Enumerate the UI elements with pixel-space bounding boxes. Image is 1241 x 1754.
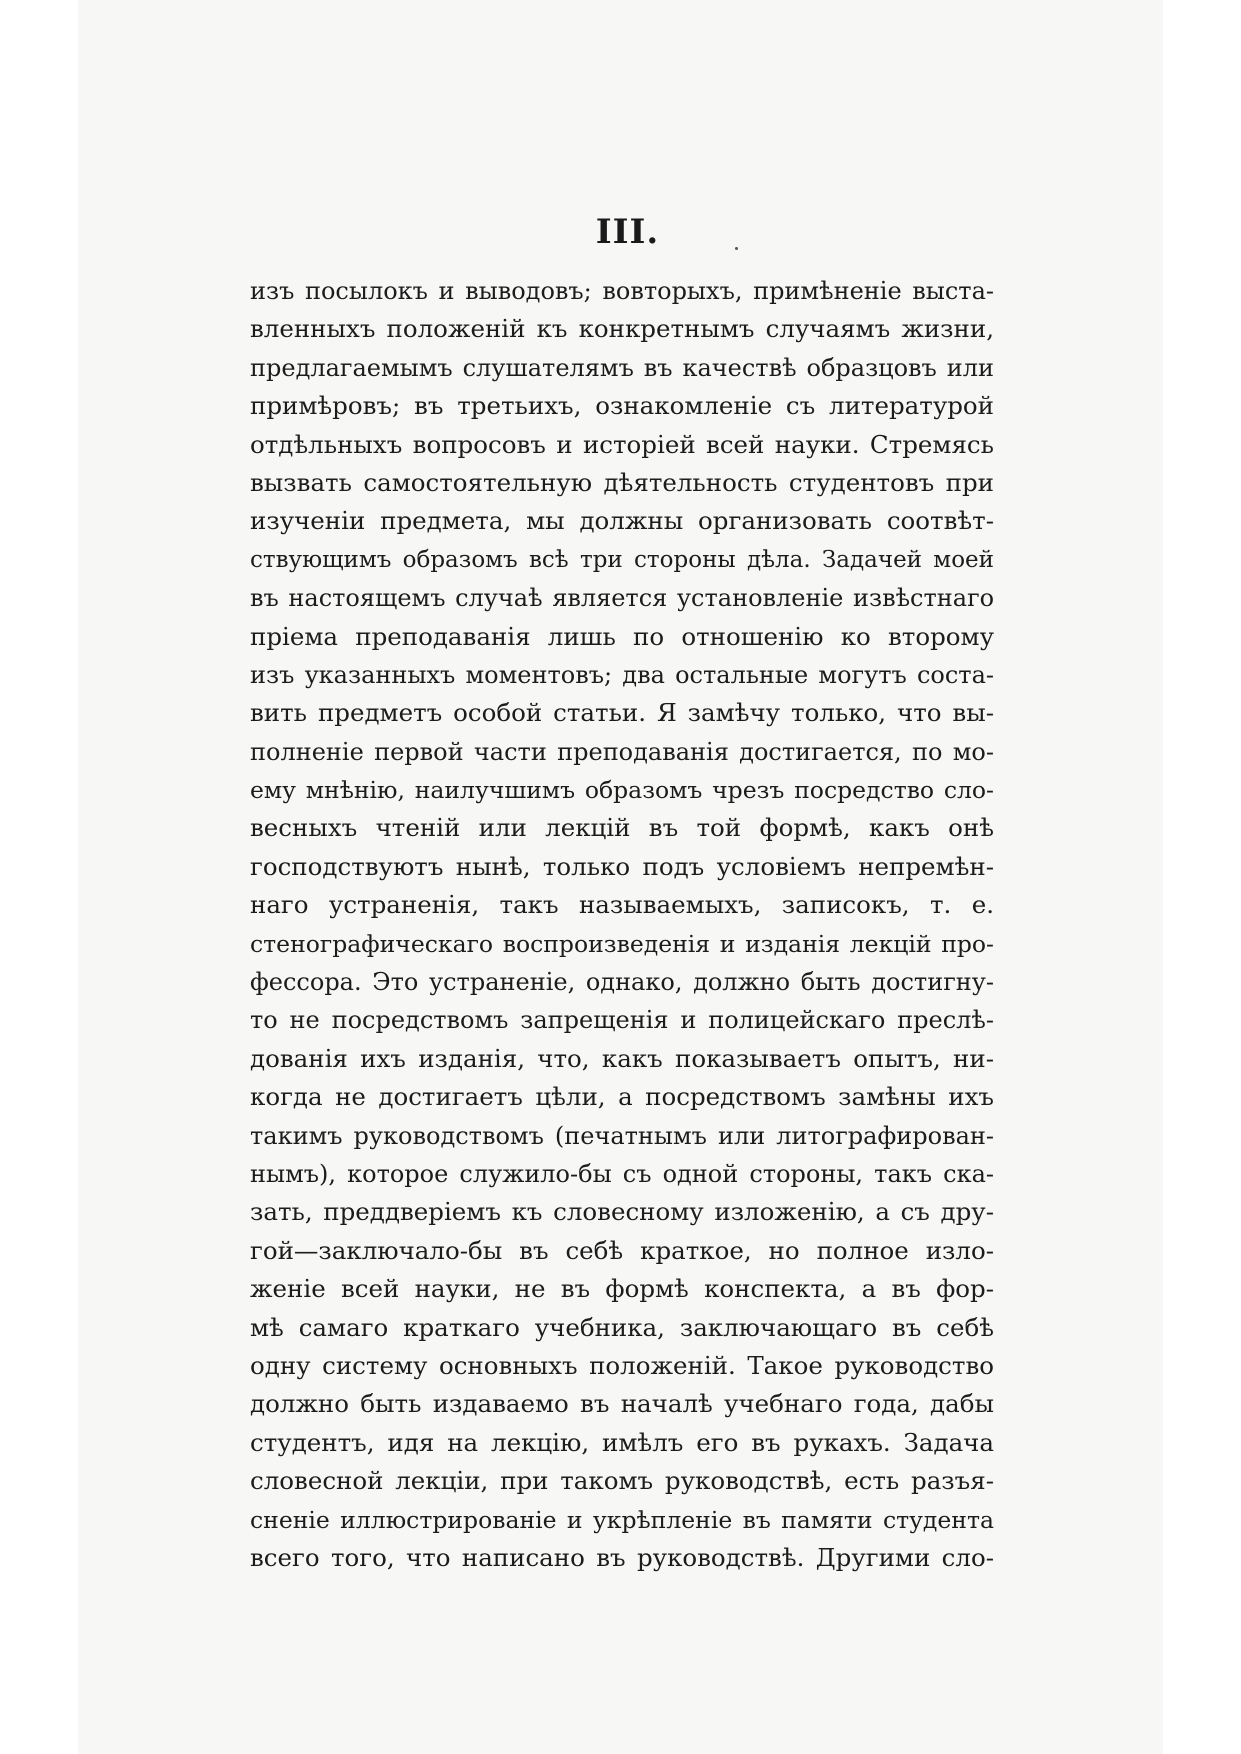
text-line: словесной лекціи, при такомъ руководствѣ, есть разъя- [250,1466,994,1496]
text-line: мѣ самаго краткаго учебника, заключающаго въ себѣ [250,1312,994,1342]
text-line: примѣровъ; въ третьихъ, ознакомленіе съ литературой [250,391,994,421]
text-line: весныхъ чтеній или лекцій въ той формѣ, какъ онѣ [250,813,994,843]
text-line: фессора. Это устраненіе, однако, должно быть достигну- [250,968,994,997]
text-line: то не посредствомъ запрещенія и полицейскаго преслѣ- [250,1006,994,1035]
text-line: наго устраненія, такъ называемыхъ, записокъ, т. е. [250,890,994,920]
text-line: гой—заключало-бы въ себѣ краткое, но полное изло- [250,1235,994,1265]
text-line: ствующимъ образомъ всѣ три стороны дѣла. Задачей моей [250,546,994,573]
page-number: III. [595,212,660,252]
text-line: вызвать самостоятельную дѣятельность студентовъ при [250,467,994,497]
text-line: нымъ), которое служило-бы съ одной стороны, такъ ска- [250,1159,994,1188]
text-line: такимъ руководствомъ (печатнымъ или литографирован- [250,1121,994,1150]
text-line: вленныхъ положеній къ конкретнымъ случаямъ жизни, [250,314,994,344]
text-line: ему мнѣнію, наилучшимъ образомъ чрезъ посредство сло- [250,776,994,805]
text-line: дованія ихъ изданія, что, какъ показываетъ опытъ, ни- [250,1043,994,1073]
text-line: полненіе первой части преподаванія достигается, по мо- [250,737,994,766]
body-text [250,272,994,1577]
text-line: всего того, что написано въ руководствѣ. Другими сло- [250,1542,994,1572]
text-line: когда не достигаетъ цѣли, а посредствомъ замѣны ихъ [250,1082,994,1112]
text-line: стенографическаго воспроизведенія и изданія лекцій про- [250,929,994,958]
text-line: студентъ, идя на лекцію, имѣлъ его въ рукахъ. Задача [250,1427,994,1457]
text-line: сненіе иллюстрированіе и укрѣпленіе въ памяти студента [250,1505,994,1534]
ink-speck [735,247,738,250]
text-line: изученіи предмета, мы должны организовать соотвѣт- [250,506,994,536]
text-line: должно быть издаваемо въ началѣ учебнаго года, дабы [250,1389,994,1419]
text-line: одну систему основныхъ положеній. Такое руководство [250,1350,994,1380]
text-line: изъ посылокъ и выводовъ; вовторыхъ, примѣненіе выста- [250,277,994,305]
text-line: въ настоящемъ случаѣ является установленіе извѣстнаго [250,584,995,613]
text-line: предлагаемымъ слушателямъ въ качествѣ образцовъ или [250,353,994,382]
text-line: изъ указанныхъ моментовъ; два остальные могутъ соста- [250,660,994,689]
text-line: зать, преддверіемъ къ словесному изложенію, а съ дру- [250,1197,994,1227]
text-line: господствуютъ нынѣ, только подъ условіемъ непремѣн- [250,851,994,881]
text-line: отдѣльныхъ вопросовъ и исторіей всей науки. Стремясь [250,429,994,459]
text-line: женіе всей науки, не въ формѣ конспекта, а въ фор- [250,1274,994,1304]
text-line: пріема преподаванія лишь по отношенію ко второму [250,621,994,651]
text-line: вить предметъ особой статьи. Я замѣчу только, что вы- [250,698,994,728]
